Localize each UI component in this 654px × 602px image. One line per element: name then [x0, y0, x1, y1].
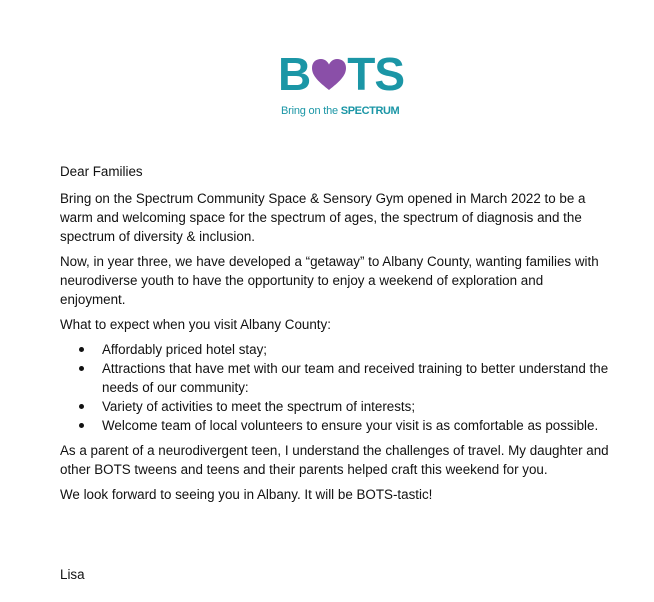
list-item-text: Affordably priced hotel stay;	[102, 342, 267, 357]
list-item	[102, 359, 610, 397]
bots-logo	[268, 47, 405, 127]
bullet-dot-icon	[79, 404, 84, 409]
logo-tagline-prefix: Bring on the	[281, 105, 341, 117]
heart-icon	[311, 58, 347, 92]
bullet-dot-icon	[79, 347, 84, 352]
logo-letter-b: B	[278, 48, 311, 100]
list-item	[102, 340, 610, 359]
logo-tagline-emphasis: SPECTRUM	[340, 105, 400, 117]
expectations-list	[60, 340, 610, 435]
expect-intro: What to expect when you visit Albany County:	[60, 317, 331, 332]
letter-body	[60, 162, 610, 510]
logo-tagline	[281, 105, 399, 117]
list-item-text: Variety of activities to meet the spectrum of interests;	[102, 399, 416, 414]
logo-wordmark	[278, 47, 405, 100]
signature: Lisa	[60, 567, 85, 582]
list-item-text: Attractions that have met with our team and received training to better understand the needs of our community:	[102, 361, 609, 395]
list-item	[102, 397, 610, 416]
paragraph-parent: As a parent of a neurodivergent teen, I understand the challenges of travel. My daughter and other BOTS tweens and teens and their parents helped craft this weekend for you.	[60, 443, 609, 477]
paragraph-getaway: Now, in year three, we have developed a “getaway” to Albany County, wanting families with neurodiverse youth to have the opportunity to enjoy a weekend of exploration and enjoyment.	[60, 254, 599, 307]
logo-letters-ts: TS	[347, 48, 405, 100]
paragraph-closing: We look forward to seeing you in Albany. It will be BOTS-tastic!	[60, 487, 433, 502]
bullet-dot-icon	[79, 423, 84, 428]
bullet-dot-icon	[79, 366, 84, 371]
list-item	[102, 416, 610, 435]
list-item-text: Welcome team of local volunteers to ensure your visit is as comfortable as possible.	[102, 418, 599, 433]
paragraph-opening: Bring on the Spectrum Community Space & Sensory Gym opened in March 2022 to be a warm and welcoming space for the spectrum of ages, the spectrum of diagnosis and the spectrum of diversity & inclusion.	[60, 191, 586, 244]
greeting: Dear Families	[60, 164, 143, 179]
